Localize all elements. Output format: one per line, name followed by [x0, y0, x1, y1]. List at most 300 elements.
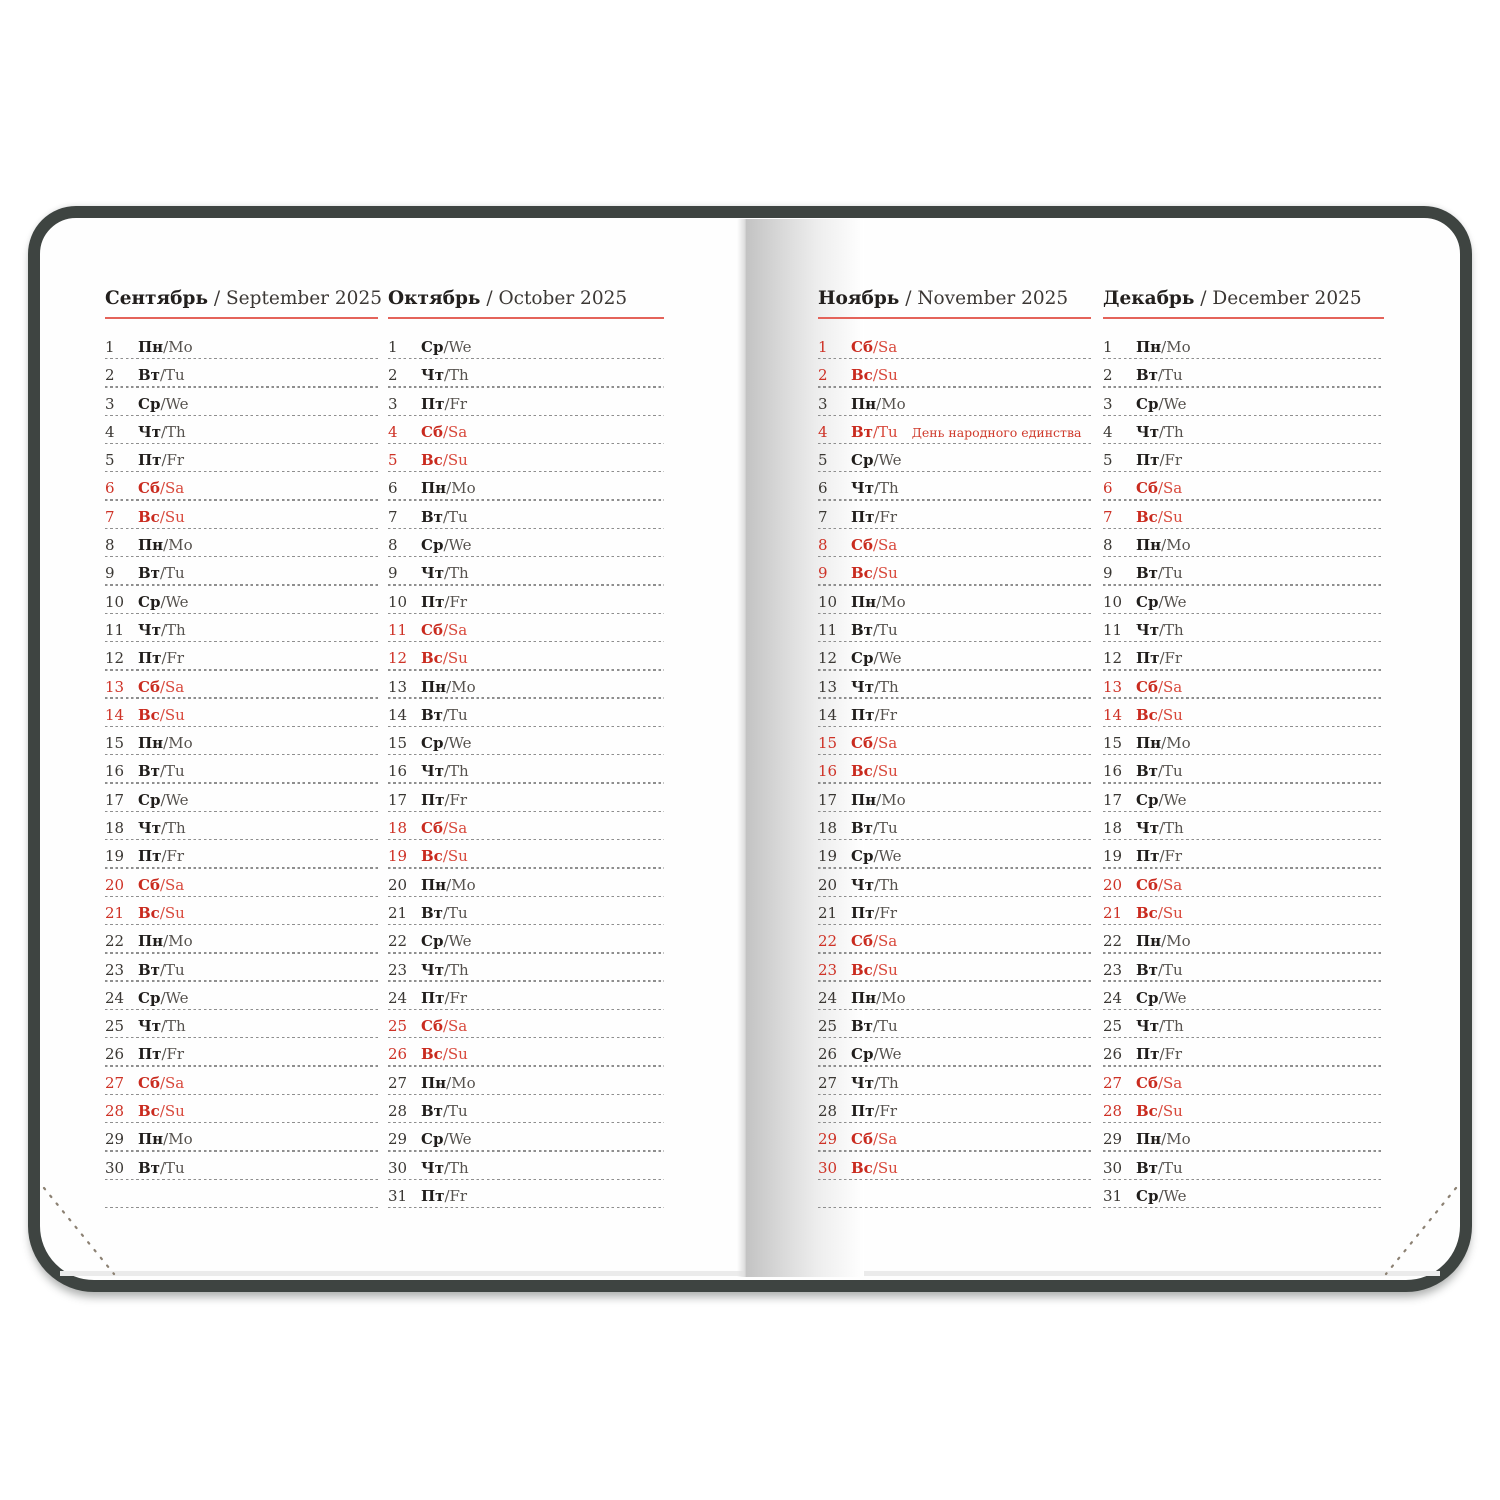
weekday-ru: Сб: [1136, 875, 1158, 894]
day-row-21: [105, 898, 378, 926]
day-number: 27: [105, 1073, 125, 1092]
weekday-ru: Пн: [421, 875, 447, 894]
day-row-16: [388, 756, 664, 784]
day-number: 22: [1103, 932, 1123, 951]
day-number: 18: [388, 819, 408, 838]
weekday-ru: Чт: [421, 1158, 444, 1177]
weekday-en: /Fr: [444, 790, 468, 809]
weekday-ru: Сб: [421, 620, 443, 639]
weekday-ru: Пн: [851, 988, 877, 1007]
day-row-20: [105, 870, 378, 898]
weekday-ru: Чт: [421, 366, 444, 385]
month-name-en: December 2025: [1212, 288, 1362, 309]
day-row-13: [818, 672, 1091, 700]
weekday-ru: Вт: [421, 705, 443, 724]
weekday-en: /We: [1158, 988, 1187, 1007]
weekday-ru: Ср: [138, 394, 161, 413]
weekday-en: /Su: [159, 1102, 185, 1121]
weekday-en: /Su: [442, 649, 468, 668]
weekday-ru: Вт: [851, 819, 873, 838]
weekday-en: /Mo: [1161, 932, 1191, 951]
weekday-en: /Th: [1159, 422, 1184, 441]
day-rows: [105, 332, 378, 1209]
day-row-10: [1103, 587, 1384, 615]
day-number: 11: [388, 620, 408, 639]
day-number: 12: [105, 649, 125, 668]
day-number: 29: [388, 1130, 408, 1149]
month-column-november: [818, 288, 1091, 1209]
day-row-13: [105, 672, 378, 700]
day-row-14: [105, 700, 378, 728]
weekday-ru: Пт: [1136, 847, 1160, 866]
day-row-6: [818, 473, 1091, 501]
day-number: 5: [388, 451, 398, 470]
weekday-en: /We: [160, 394, 189, 413]
month-name-en: November 2025: [917, 288, 1069, 309]
day-row-29: [388, 1124, 664, 1152]
day-number: 13: [818, 677, 838, 696]
weekday-en: /Mo: [163, 1130, 193, 1149]
day-row-7: [388, 502, 664, 530]
day-row-24: [1103, 983, 1384, 1011]
weekday-ru: Пт: [421, 1186, 445, 1205]
day-number: 17: [818, 790, 838, 809]
day-row-2: [1103, 360, 1384, 388]
weekday-en: /Fr: [1159, 649, 1183, 668]
day-row-3: [818, 389, 1091, 417]
day-row-7: [1103, 502, 1384, 530]
weekday-en: /Tu: [1157, 1158, 1183, 1177]
month-name-en: September 2025: [226, 288, 382, 309]
weekday-en: /Mo: [446, 677, 476, 696]
day-number: 29: [105, 1130, 125, 1149]
day-number: 26: [1103, 1045, 1123, 1064]
day-number: 12: [818, 649, 838, 668]
day-number: 23: [105, 960, 125, 979]
day-number: 6: [105, 479, 115, 498]
weekday-en: /Sa: [159, 479, 185, 498]
weekday-ru: Вт: [1136, 564, 1158, 583]
day-number: 10: [388, 592, 408, 611]
weekday-ru: Чт: [1136, 422, 1159, 441]
weekday-ru: Пт: [851, 507, 875, 526]
day-row-1: [105, 332, 378, 360]
day-row-23: [388, 955, 664, 983]
day-row-31: [388, 1181, 664, 1209]
day-row-12: [818, 643, 1091, 671]
day-number: 1: [388, 338, 398, 356]
weekday-en: /Sa: [159, 875, 185, 894]
weekday-ru: Вт: [851, 422, 873, 441]
day-row-8: [105, 530, 378, 558]
weekday-ru: Сб: [421, 819, 443, 838]
weekday-ru: Вс: [851, 960, 873, 979]
day-row-empty: [818, 1181, 1091, 1209]
day-row-11: [105, 615, 378, 643]
weekday-en: /Th: [1159, 819, 1184, 838]
weekday-ru: Вс: [138, 903, 160, 922]
day-row-26: [1103, 1039, 1384, 1067]
weekday-ru: Сб: [851, 734, 873, 753]
day-number: 19: [105, 847, 125, 866]
day-number: 14: [105, 705, 125, 724]
day-number: 4: [388, 422, 398, 441]
month-column-september: [105, 288, 382, 1209]
day-row-17: [105, 785, 378, 813]
day-row-20: [1103, 870, 1384, 898]
day-row-24: [818, 983, 1091, 1011]
day-number: 3: [388, 394, 398, 413]
weekday-ru: Чт: [138, 620, 161, 639]
weekday-en: /We: [873, 451, 902, 470]
day-number: 6: [388, 479, 398, 498]
weekday-en: /Tu: [159, 366, 185, 385]
weekday-ru: Сб: [851, 932, 873, 951]
weekday-ru: Вт: [1136, 960, 1158, 979]
weekday-en: /Su: [442, 847, 468, 866]
day-row-15: [818, 728, 1091, 756]
day-number: 9: [1103, 564, 1113, 583]
day-row-17: [818, 785, 1091, 813]
weekday-ru: Пт: [851, 1102, 875, 1121]
weekday-en: /Mo: [876, 592, 906, 611]
weekday-en: /We: [160, 592, 189, 611]
day-row-10: [105, 587, 378, 615]
day-row-18: [388, 813, 664, 841]
weekday-en: /Tu: [442, 1102, 468, 1121]
weekday-en: /Fr: [1159, 451, 1183, 470]
day-number: 20: [818, 875, 838, 894]
weekday-en: /Mo: [163, 536, 193, 555]
day-number: 31: [388, 1186, 408, 1205]
day-row-30: [1103, 1153, 1384, 1181]
weekday-ru: Вс: [421, 1045, 443, 1064]
day-number: 4: [105, 422, 115, 441]
weekday-ru: Вс: [421, 451, 443, 470]
weekday-ru: Вс: [851, 1158, 873, 1177]
weekday-ru: Сб: [421, 422, 443, 441]
weekday-ru: Пн: [138, 536, 164, 555]
day-number: 11: [1103, 620, 1123, 639]
weekday-en: /Tu: [442, 705, 468, 724]
day-number: 27: [1103, 1073, 1123, 1092]
day-number: 22: [388, 932, 408, 951]
weekday-ru: Сб: [851, 536, 873, 555]
weekday-ru: Чт: [138, 422, 161, 441]
day-number: 16: [388, 762, 408, 781]
day-row-23: [818, 955, 1091, 983]
day-number: 28: [818, 1102, 838, 1121]
weekday-ru: Пн: [1136, 338, 1162, 356]
weekday-ru: Чт: [421, 564, 444, 583]
month-separator: /: [899, 288, 918, 309]
weekday-en: /We: [873, 847, 902, 866]
weekday-ru: Сб: [138, 479, 160, 498]
weekday-en: /Th: [874, 1073, 899, 1092]
weekday-ru: Пт: [421, 592, 445, 611]
day-row-5: [818, 445, 1091, 473]
day-number: 13: [105, 677, 125, 696]
weekday-en: /Su: [1157, 1102, 1183, 1121]
weekday-en: /Mo: [876, 394, 906, 413]
weekday-en: /Tu: [1157, 366, 1183, 385]
day-row-28: [1103, 1096, 1384, 1124]
month-column-december: [1103, 288, 1384, 1209]
day-number: 21: [105, 903, 125, 922]
day-number: 2: [818, 366, 828, 385]
weekday-en: /Su: [1157, 705, 1183, 724]
day-row-22: [388, 926, 664, 954]
weekday-en: /Mo: [163, 734, 193, 753]
weekday-en: /Tu: [872, 620, 898, 639]
weekday-en: /Mo: [163, 932, 193, 951]
day-number: 19: [1103, 847, 1123, 866]
weekday-en: /We: [873, 649, 902, 668]
weekday-ru: Пн: [138, 932, 164, 951]
month-separator: /: [480, 288, 499, 309]
day-number: 22: [818, 932, 838, 951]
day-number: 3: [105, 394, 115, 413]
weekday-ru: Пн: [138, 338, 164, 356]
day-row-14: [388, 700, 664, 728]
weekday-ru: Пт: [421, 790, 445, 809]
weekday-en: /Th: [874, 875, 899, 894]
weekday-ru: Сб: [1136, 1073, 1158, 1092]
day-number: 24: [818, 988, 838, 1007]
weekday-en: /Tu: [442, 507, 468, 526]
weekday-en: /Sa: [1157, 677, 1183, 696]
month-column-october: [388, 288, 664, 1209]
weekday-en: /Mo: [163, 338, 193, 356]
day-number: 18: [105, 819, 125, 838]
weekday-ru: Чт: [851, 479, 874, 498]
day-row-3: [105, 389, 378, 417]
weekday-ru: Пн: [421, 1073, 447, 1092]
weekday-ru: Ср: [421, 536, 444, 555]
weekday-ru: Ср: [1136, 592, 1159, 611]
day-number: 21: [1103, 903, 1123, 922]
weekday-en: /Fr: [444, 988, 468, 1007]
day-row-3: [388, 389, 664, 417]
weekday-ru: Пн: [1136, 932, 1162, 951]
weekday-en: /Su: [872, 960, 898, 979]
day-row-20: [388, 870, 664, 898]
day-number: 13: [1103, 677, 1123, 696]
weekday-ru: Ср: [138, 592, 161, 611]
day-row-16: [105, 756, 378, 784]
weekday-en: /We: [443, 932, 472, 951]
day-row-25: [388, 1011, 664, 1039]
day-number: 5: [818, 451, 828, 470]
day-row-21: [388, 898, 664, 926]
weekday-en: /We: [873, 1045, 902, 1064]
day-row-9: [1103, 558, 1384, 586]
weekday-en: /We: [1158, 1186, 1187, 1205]
day-row-27: [105, 1068, 378, 1096]
day-number: 7: [388, 507, 398, 526]
day-row-26: [818, 1039, 1091, 1067]
weekday-en: /Sa: [1157, 479, 1183, 498]
day-row-27: [388, 1068, 664, 1096]
weekday-en: /We: [443, 1130, 472, 1149]
weekday-ru: Чт: [421, 762, 444, 781]
weekday-en: /Th: [444, 960, 469, 979]
day-row-18: [1103, 813, 1384, 841]
day-number: 24: [105, 988, 125, 1007]
day-row-23: [105, 955, 378, 983]
day-row-29: [105, 1124, 378, 1152]
weekday-ru: Вс: [138, 1102, 160, 1121]
day-row-24: [105, 983, 378, 1011]
day-number: 21: [388, 903, 408, 922]
weekday-ru: Пн: [851, 592, 877, 611]
day-number: 10: [1103, 592, 1123, 611]
day-number: 15: [1103, 734, 1123, 753]
day-row-1: [1103, 332, 1384, 360]
weekday-en: /We: [1158, 394, 1187, 413]
day-row-15: [388, 728, 664, 756]
day-row-15: [1103, 728, 1384, 756]
weekday-ru: Ср: [421, 1130, 444, 1149]
weekday-ru: Пн: [138, 1130, 164, 1149]
day-row-27: [818, 1068, 1091, 1096]
weekday-ru: Сб: [421, 1017, 443, 1036]
weekday-en: /Fr: [161, 451, 185, 470]
weekday-en: /Sa: [1157, 875, 1183, 894]
weekday-en: /Tu: [1157, 960, 1183, 979]
weekday-en: /Tu: [442, 903, 468, 922]
day-row-empty: [105, 1181, 378, 1209]
day-row-30: [818, 1153, 1091, 1181]
day-row-19: [388, 841, 664, 869]
weekday-ru: Вт: [421, 1102, 443, 1121]
day-row-5: [105, 445, 378, 473]
weekday-ru: Сб: [1136, 479, 1158, 498]
day-row-8: [1103, 530, 1384, 558]
weekday-en: /Su: [442, 1045, 468, 1064]
day-row-20: [818, 870, 1091, 898]
day-number: 30: [1103, 1158, 1123, 1177]
day-number: 4: [1103, 422, 1113, 441]
weekday-ru: Сб: [851, 338, 873, 356]
weekday-en: /Su: [159, 705, 185, 724]
day-number: 9: [388, 564, 398, 583]
weekday-en: /Th: [1159, 1017, 1184, 1036]
weekday-ru: Пт: [851, 903, 875, 922]
day-row-11: [818, 615, 1091, 643]
day-row-21: [818, 898, 1091, 926]
day-number: 10: [818, 592, 838, 611]
weekday-ru: Вс: [1136, 507, 1158, 526]
weekday-ru: Ср: [1136, 1186, 1159, 1205]
day-number: 15: [388, 734, 408, 753]
day-number: 2: [105, 366, 115, 385]
month-separator: /: [1194, 288, 1213, 309]
day-row-28: [105, 1096, 378, 1124]
weekday-en: /Fr: [444, 394, 468, 413]
day-number: 15: [105, 734, 125, 753]
weekday-en: /We: [443, 338, 472, 356]
day-row-16: [818, 756, 1091, 784]
day-number: 28: [388, 1102, 408, 1121]
weekday-en: /Th: [444, 366, 469, 385]
day-row-2: [105, 360, 378, 388]
day-row-13: [388, 672, 664, 700]
day-number: 1: [818, 338, 828, 356]
weekday-en: /Fr: [1159, 1045, 1183, 1064]
day-number: 8: [388, 536, 398, 555]
day-number: 31: [1103, 1186, 1123, 1205]
day-number: 28: [105, 1102, 125, 1121]
day-number: 19: [388, 847, 408, 866]
holiday-note: День народного единства: [911, 424, 1082, 440]
day-number: 24: [388, 988, 408, 1007]
weekday-en: /Su: [1157, 903, 1183, 922]
weekday-ru: Пн: [851, 790, 877, 809]
day-row-21: [1103, 898, 1384, 926]
day-row-4: [1103, 417, 1384, 445]
weekday-ru: Сб: [851, 1130, 873, 1149]
weekday-en: /Mo: [1161, 536, 1191, 555]
weekday-en: /Su: [872, 1158, 898, 1177]
day-number: 21: [818, 903, 838, 922]
day-row-24: [388, 983, 664, 1011]
weekday-en: /Th: [161, 1017, 186, 1036]
day-number: 8: [105, 536, 115, 555]
month-name-ru: Сентябрь: [105, 288, 208, 309]
weekday-en: /Sa: [159, 677, 185, 696]
weekday-ru: Пн: [851, 394, 877, 413]
day-row-29: [1103, 1124, 1384, 1152]
weekday-ru: Пт: [138, 451, 162, 470]
day-number: 7: [1103, 507, 1113, 526]
day-row-5: [388, 445, 664, 473]
day-number: 13: [388, 677, 408, 696]
day-number: 30: [105, 1158, 125, 1177]
weekday-en: /Th: [874, 677, 899, 696]
day-row-4: [105, 417, 378, 445]
weekday-en: /Th: [444, 1158, 469, 1177]
day-number: 20: [105, 875, 125, 894]
day-number: 17: [388, 790, 408, 809]
day-number: 19: [818, 847, 838, 866]
weekday-ru: Вс: [851, 564, 873, 583]
month-name-ru: Декабрь: [1103, 288, 1195, 309]
weekday-en: /Mo: [876, 790, 906, 809]
day-number: 17: [105, 790, 125, 809]
weekday-en: /Su: [159, 507, 185, 526]
weekday-ru: Чт: [421, 960, 444, 979]
weekday-ru: Чт: [1136, 819, 1159, 838]
weekday-ru: Вт: [138, 1158, 160, 1177]
weekday-ru: Ср: [1136, 988, 1159, 1007]
day-number: 3: [818, 394, 828, 413]
day-row-17: [1103, 785, 1384, 813]
day-row-12: [388, 643, 664, 671]
day-row-6: [1103, 473, 1384, 501]
left-page-edge: [737, 219, 746, 1277]
weekday-en: /Su: [872, 564, 898, 583]
weekday-en: /Sa: [872, 536, 898, 555]
day-row-30: [388, 1153, 664, 1181]
weekday-en: /Th: [444, 762, 469, 781]
day-row-10: [388, 587, 664, 615]
weekday-en: /Th: [1159, 620, 1184, 639]
weekday-en: /Fr: [874, 705, 898, 724]
weekday-ru: Пн: [138, 734, 164, 753]
day-number: 6: [1103, 479, 1113, 498]
day-row-8: [388, 530, 664, 558]
